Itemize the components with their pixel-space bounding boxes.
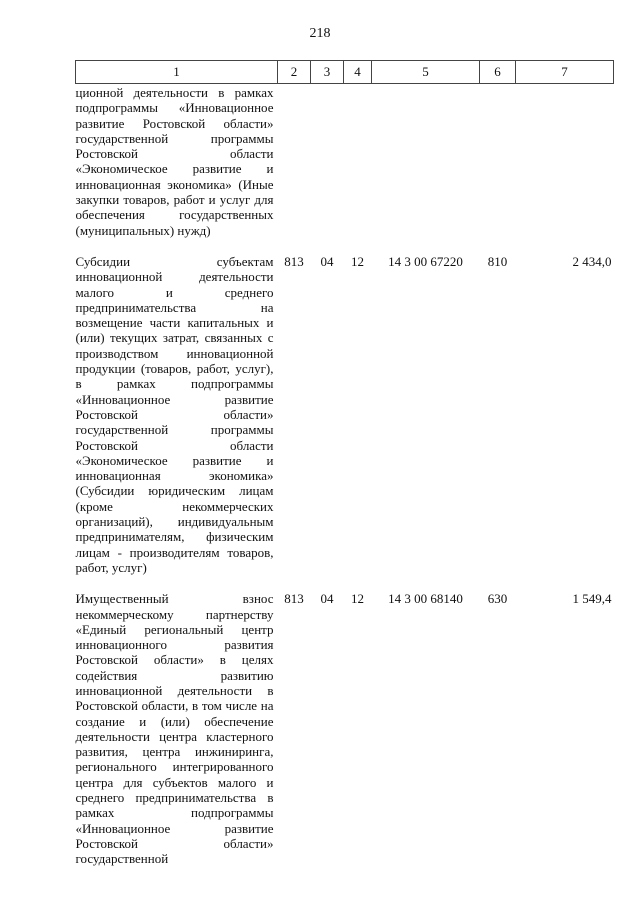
row-col-5 [372, 84, 480, 246]
header-col-5: 5 [372, 61, 480, 84]
row-col-3: 04 [320, 253, 334, 269]
table-header-row [76, 61, 614, 84]
row-col-2: 813 [284, 253, 304, 269]
row-col-4: 12 [351, 591, 364, 607]
row-col-2 [278, 84, 311, 246]
row-col-6: 630 [487, 591, 508, 607]
table-row [76, 84, 614, 246]
row-col-4: 12 [351, 253, 364, 269]
header-col-6: 6 [480, 61, 516, 84]
row-amount: 2 434,0 [572, 253, 612, 269]
header-col-1: 1 [76, 61, 278, 84]
header-col-2: 2 [278, 61, 311, 84]
row-col-4 [344, 84, 372, 246]
row-description: Субсидии субъектам инновационной деятельности малого и среднего предпринимательства на возмещение части капитальных и (или) текущих затрат, связанных с производством инновационной продукции (товаров, работ, услуг), в рамках подпрограммы «Инновационное развитие Ростовской области» государственной программы Ростовской области «Экономическое развитие и инновационная экономика» (Субсидии юридическим лицам (кроме некоммерческих организаций), индивидуальным предпринимателям, физическим лицам - производителям товаров, работ, услуг) [75, 253, 274, 575]
row-amount: 1 549,4 [572, 591, 612, 607]
table-row [76, 583, 614, 874]
header-col-7: 7 [516, 61, 614, 84]
row-amount [516, 84, 614, 246]
row-col-6: 810 [487, 253, 508, 269]
header-col-3: 3 [311, 61, 344, 84]
page-number: 218 [309, 26, 331, 41]
row-col-2: 813 [284, 591, 304, 607]
row-col-3 [311, 84, 344, 246]
header-col-4: 4 [344, 61, 372, 84]
table-row [76, 246, 614, 583]
row-col-6 [480, 84, 516, 246]
row-description: ционной деятельности в рамках подпрограммы «Инновационное развитие Ростовской области» государственной программы Ростовской области «Экономическое развитие и инновационная экономика» (Иные закупки товаров, работ и услуг для обеспечения государственных (муниципальных) нужд) [75, 85, 274, 238]
row-col-5: 14 3 00 67220 [388, 253, 463, 269]
row-col-5: 14 3 00 68140 [388, 591, 463, 607]
row-col-3: 04 [320, 591, 334, 607]
row-description: Имущественный взнос некоммерческому партнерству «Единый региональный центр инновационного развития Ростовской области» в целях содействия развитию инновационной деятельности в Ростовской области, в том числе на создание и (или) обеспечение деятельности центра кластерного развития, центра инжиниринга, регионального интегрированного центра для субъектов малого и среднего предпринимательства в рамках подпрограммы «Инновационное развитие Ростовской области» государственной [75, 591, 274, 867]
budget-table [75, 60, 614, 875]
